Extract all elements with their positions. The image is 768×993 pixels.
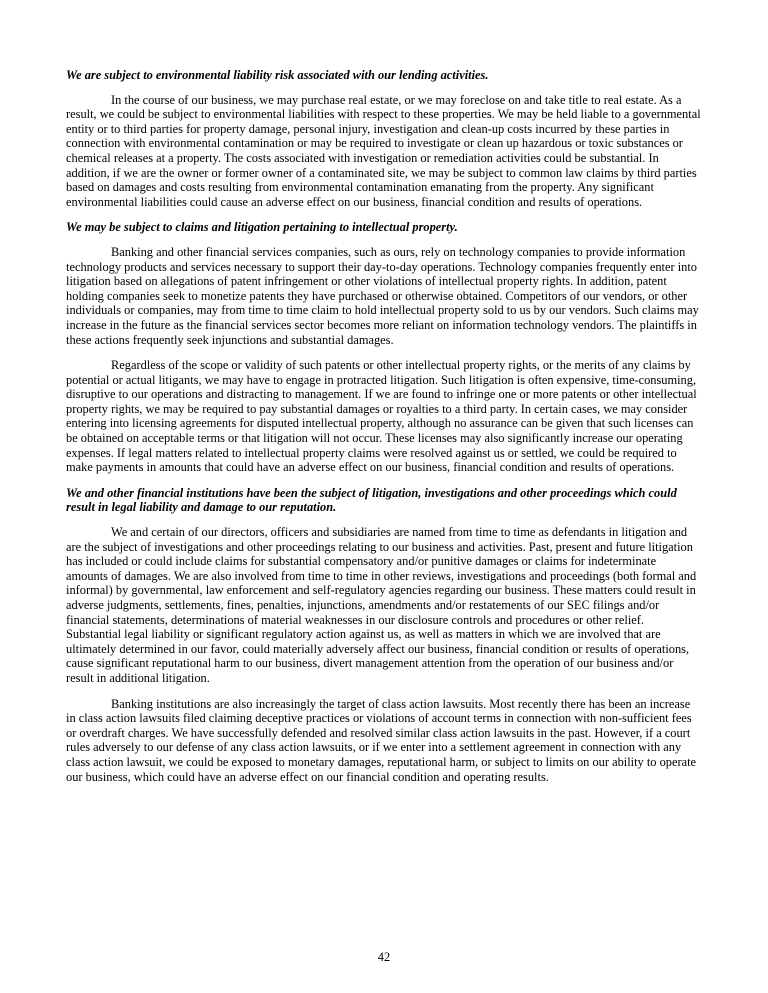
- section-heading: We are subject to environmental liability risk associated with our lending activities.: [66, 68, 489, 82]
- section-intellectual-property: [66, 220, 701, 475]
- paragraph: Banking institutions are also increasingly the target of class action lawsuits. Most recently there has been an increase in class action lawsuits filed claiming deceptive practices or violations of account terms in connection with non-sufficient fees or overdraft charges. We have successfully defended and resolved similar class action lawsuits in the past. However, if a court rules adversely to our defense of any class action lawsuits, or if we enter into a settlement agreement in connection with any class action lawsuit, we could be exposed to monetary damages, reputational harm, or subject to limits on our ability to operate our business, which could have an adverse effect on our financial condition and operating results.: [66, 696, 697, 784]
- paragraph: In the course of our business, we may purchase real estate, or we may foreclose on and take title to real estate. As a result, we could be subject to environmental liabilities with respect to these properties. We may be held liable to a governmental entity or to third parties for property damage, personal injury, investigation and clean-up costs incurred by these parties in connection with environmental contamination or may be required to investigate or clean up hazardous or toxic substances or chemical releases at a property. The costs associated with investigation or remediation activities could be substantial. In addition, if we are the owner or former owner of a contaminated site, we may be subject to common law claims by third parties based on damages and costs resulting from environmental contamination emanating from the property. Any significant environmental liabilities could cause an adverse effect on our business, financial condition and results of operations.: [66, 92, 701, 209]
- section-environmental-liability: [66, 68, 701, 209]
- paragraph: We and certain of our directors, officers and subsidiaries are named from time to time as defendants in litigation and are the subject of investigations and other proceedings relating to our business and activities. Past, present and future litigation has included or could include claims for substantial compensatory and/or punitive damages or claims for indeterminate amounts of damages. We are also involved from time to time in other reviews, investigations and proceedings (both formal and informal) by governmental, law enforcement and self-regulatory agencies regarding our business. These matters could result in adverse judgments, settlements, fines, penalties, injunctions, amendments and/or restatements of our SEC filings and/or financial statements, determinations of material weaknesses in our disclosure controls and procedures or other relief. Substantial legal liability or significant regulatory action against us, as well as matters in which we are involved that are ultimately determined in our favor, could materially adversely affect our business, financial condition or results of operations, cause significant reputational harm to our business, divert management attention from the operation of our business and/or result in additional litigation.: [66, 525, 697, 685]
- paragraph: Regardless of the scope or validity of such patents or other intellectual property rights, or the merits of any claims by potential or actual litigants, we may have to engage in protracted litigation. Such litigation is often expensive, time-consuming, disruptive to our operations and distracting to management. If we are found to infringe one or more patents or other intellectual property rights, we may be required to pay substantial damages or royalties to a third party. In certain cases, we may consider entering into licensing agreements for disputed intellectual property, although no assurance can be given that such licenses can be obtained on acceptable terms or that litigation will not occur. These licenses may also significantly increase our operating expenses. If legal matters related to intellectual property claims were resolved against us or settled, we could be required to make payments in amounts that could have an adverse effect on our business, financial condition and results of operations.: [66, 358, 697, 475]
- section-heading: We and other financial institutions have been the subject of litigation, investigations and other proceedings which could result in legal liability and damage to our reputation.: [66, 485, 677, 515]
- section-litigation-proceedings: [66, 486, 701, 784]
- page-number: 42: [377, 950, 391, 965]
- section-heading: We may be subject to claims and litigation pertaining to intellectual property.: [66, 220, 458, 235]
- paragraph: Banking and other financial services companies, such as ours, rely on technology companies to provide information technology products and services necessary to support their day-to-day operations. Technology companies frequently enter into litigation based on allegations of patent infringement or other violations of intellectual property rights. In addition, patent holding companies seek to monetize patents they have purchased or otherwise obtained. Competitors of our vendors, or other individuals or companies, may from time to time claim to hold intellectual property sold to us by our vendors. Such claims may increase in the future as the financial services sector becomes more reliant on information technology vendors. The plaintiffs in these actions frequently seek injunctions and substantial damages.: [66, 244, 699, 347]
